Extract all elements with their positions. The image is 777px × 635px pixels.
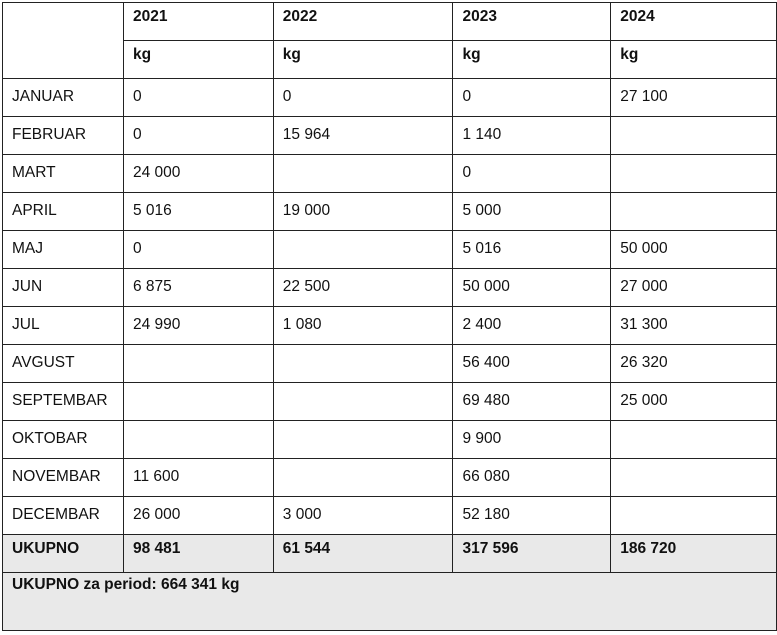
unit-header: kg (273, 41, 453, 79)
quantity-cell: 0 (123, 231, 273, 269)
year-header: 2021 (123, 3, 273, 41)
total-cell: 317 596 (453, 535, 611, 573)
table-row (3, 383, 777, 421)
table-row (3, 421, 777, 459)
table-row (3, 497, 777, 535)
table-row (3, 307, 777, 345)
quantity-cell: 25 000 (611, 383, 777, 421)
quantity-cell (611, 155, 777, 193)
quantity-cell: 0 (123, 117, 273, 155)
quantity-cell: 27 100 (611, 79, 777, 117)
period-total-cell: UKUPNO za period: 664 341 kg (3, 573, 777, 631)
total-cell: 186 720 (611, 535, 777, 573)
year-header-row (3, 3, 777, 41)
quantity-cell: 0 (273, 79, 453, 117)
quantity-cell (123, 383, 273, 421)
quantity-cell: 5 016 (453, 231, 611, 269)
quantity-cell (611, 497, 777, 535)
month-label: DECEMBAR (3, 497, 124, 535)
quantity-cell: 31 300 (611, 307, 777, 345)
year-header: 2024 (611, 3, 777, 41)
table-row (3, 459, 777, 497)
quantity-cell (123, 421, 273, 459)
month-label: JANUAR (3, 79, 124, 117)
total-label: UKUPNO (3, 535, 124, 573)
month-label: SEPTEMBAR (3, 383, 124, 421)
quantity-cell: 66 080 (453, 459, 611, 497)
table-row (3, 345, 777, 383)
month-label: FEBRUAR (3, 117, 124, 155)
month-label: MART (3, 155, 124, 193)
quantity-cell: 56 400 (453, 345, 611, 383)
quantity-cell: 5 000 (453, 193, 611, 231)
quantity-cell: 52 180 (453, 497, 611, 535)
quantity-cell: 69 480 (453, 383, 611, 421)
monthly-quantity-table (2, 2, 777, 631)
quantity-cell: 1 140 (453, 117, 611, 155)
table-row (3, 193, 777, 231)
year-header: 2022 (273, 3, 453, 41)
quantity-cell: 0 (453, 155, 611, 193)
month-label: AVGUST (3, 345, 124, 383)
quantity-cell: 3 000 (273, 497, 453, 535)
month-label: APRIL (3, 193, 124, 231)
quantity-cell: 6 875 (123, 269, 273, 307)
quantity-cell: 26 320 (611, 345, 777, 383)
quantity-cell (611, 421, 777, 459)
quantity-cell (611, 193, 777, 231)
table-row (3, 231, 777, 269)
quantity-cell: 19 000 (273, 193, 453, 231)
table-row (3, 155, 777, 193)
month-label: NOVEMBAR (3, 459, 124, 497)
month-label: OKTOBAR (3, 421, 124, 459)
quantity-cell (123, 345, 273, 383)
unit-header: kg (611, 41, 777, 79)
total-cell: 98 481 (123, 535, 273, 573)
quantity-cell: 50 000 (453, 269, 611, 307)
quantity-cell (273, 459, 453, 497)
quantity-cell: 24 000 (123, 155, 273, 193)
month-label: MAJ (3, 231, 124, 269)
quantity-cell: 22 500 (273, 269, 453, 307)
quantity-cell: 1 080 (273, 307, 453, 345)
quantity-cell: 9 900 (453, 421, 611, 459)
quantity-cell (611, 117, 777, 155)
quantity-cell (273, 155, 453, 193)
quantity-cell (273, 345, 453, 383)
quantity-cell (611, 459, 777, 497)
unit-header: kg (453, 41, 611, 79)
quantity-cell: 15 964 (273, 117, 453, 155)
quantity-cell: 24 990 (123, 307, 273, 345)
year-header: 2023 (453, 3, 611, 41)
table-row (3, 269, 777, 307)
quantity-cell (273, 421, 453, 459)
quantity-cell (273, 383, 453, 421)
unit-header: kg (123, 41, 273, 79)
table-row (3, 79, 777, 117)
quantity-cell: 0 (123, 79, 273, 117)
quantity-cell: 2 400 (453, 307, 611, 345)
quantity-cell (273, 231, 453, 269)
month-label: JUL (3, 307, 124, 345)
quantity-cell: 0 (453, 79, 611, 117)
period-total-row (3, 573, 777, 631)
quantity-cell: 5 016 (123, 193, 273, 231)
total-cell: 61 544 (273, 535, 453, 573)
corner-cell (3, 3, 124, 79)
quantity-cell: 26 000 (123, 497, 273, 535)
total-row (3, 535, 777, 573)
quantity-cell: 27 000 (611, 269, 777, 307)
quantity-cell: 11 600 (123, 459, 273, 497)
quantity-cell: 50 000 (611, 231, 777, 269)
month-label: JUN (3, 269, 124, 307)
table-row (3, 117, 777, 155)
